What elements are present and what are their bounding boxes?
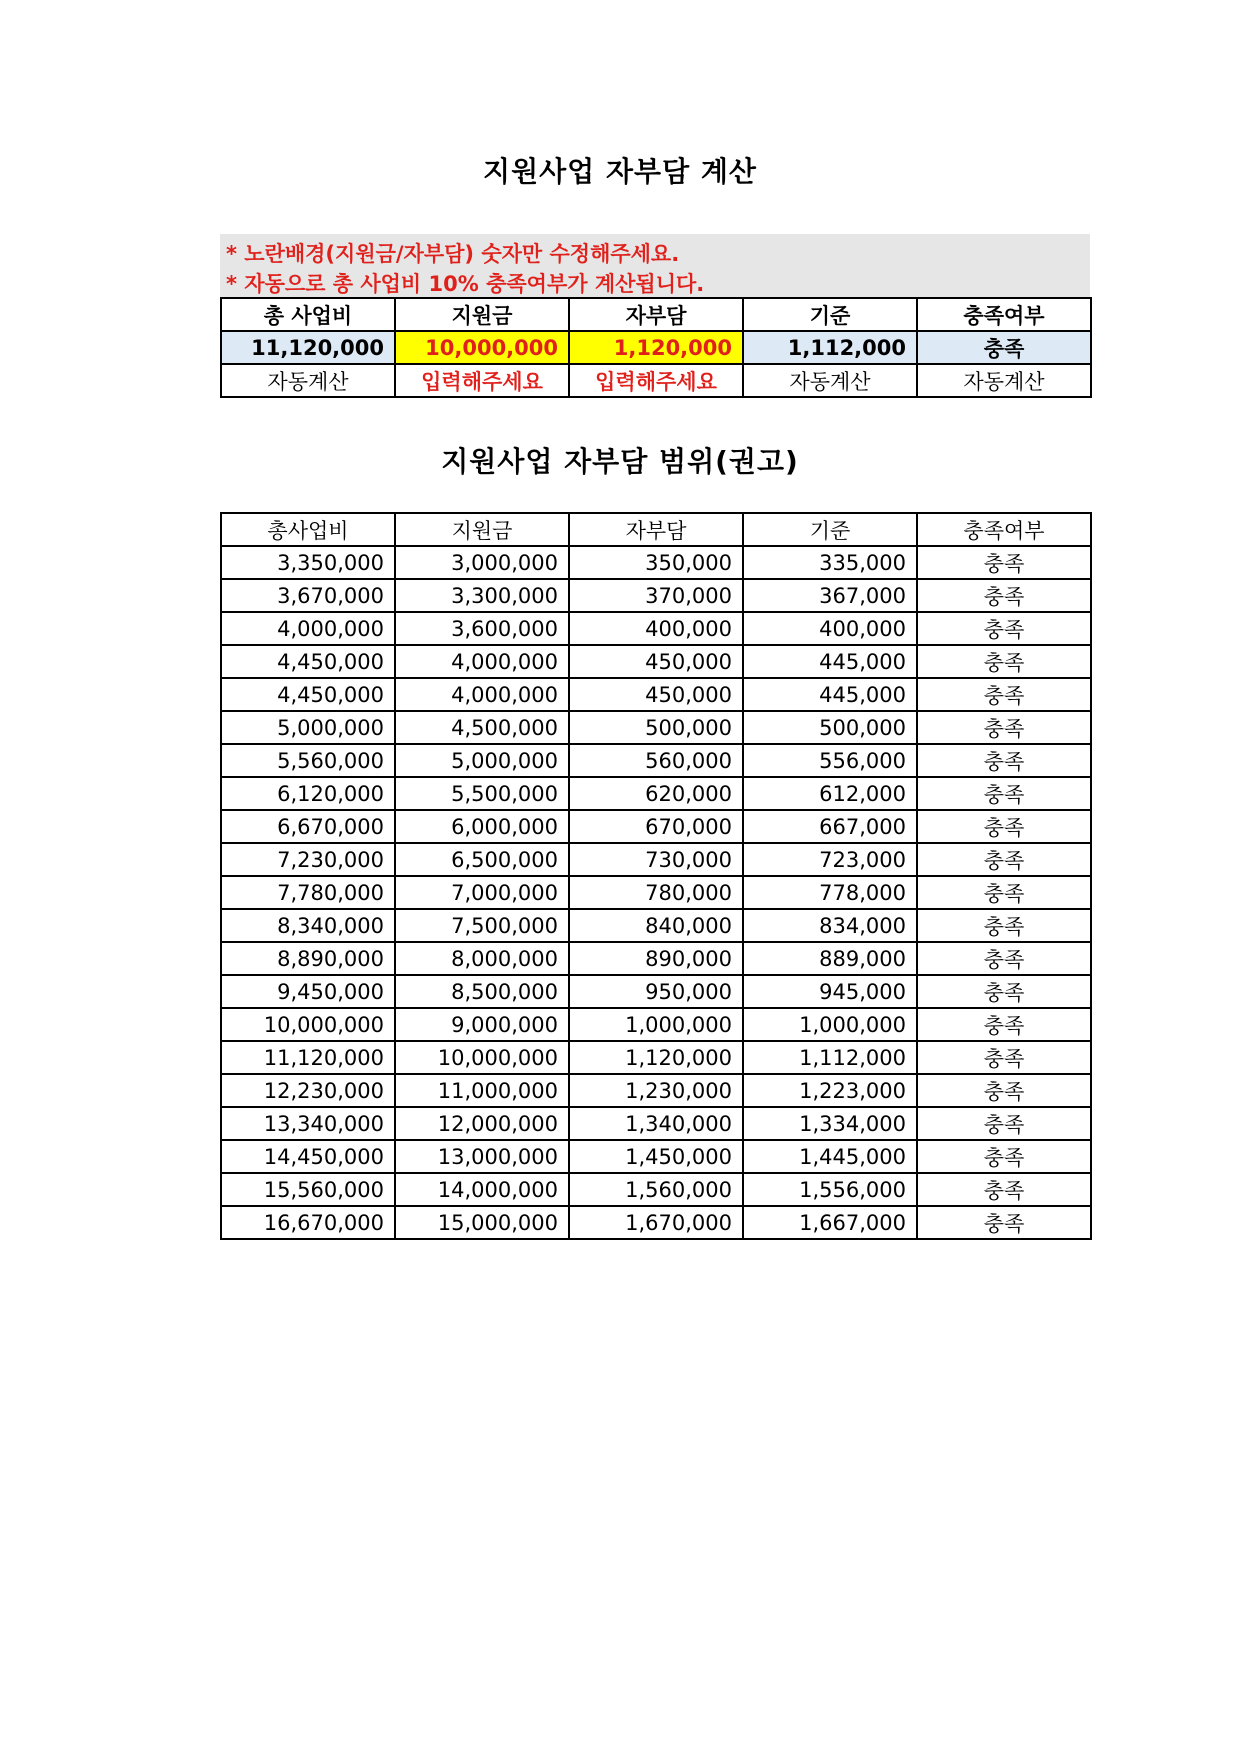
- header-met: 충족여부: [917, 513, 1091, 546]
- total-cost-cell: 3,670,000: [221, 579, 395, 612]
- table-header-row: [221, 298, 1091, 331]
- total-cost-cell: 7,780,000: [221, 876, 395, 909]
- self-pay-cell: 560,000: [569, 744, 743, 777]
- table-row: [221, 1041, 1091, 1074]
- total-cost-cell: 14,450,000: [221, 1140, 395, 1173]
- table-row: [221, 975, 1091, 1008]
- header-total-cost: 총 사업비: [221, 298, 395, 331]
- self-pay-cell: 1,340,000: [569, 1107, 743, 1140]
- self-pay-cell: 1,000,000: [569, 1008, 743, 1041]
- met-cell: 충족: [917, 876, 1091, 909]
- table-row: [221, 1173, 1091, 1206]
- header-subsidy: 지원금: [395, 298, 569, 331]
- met-cell: 충족: [917, 1074, 1091, 1107]
- instruction-note: * 자동으로 총 사업비 10% 충족여부가 계산됩니다.: [226, 272, 705, 296]
- met-cell: 충족: [917, 843, 1091, 876]
- standard-cell: 1,334,000: [743, 1107, 917, 1140]
- table-row: [221, 546, 1091, 579]
- instruction-note: * 노란배경(지원금/자부담) 숫자만 수정해주세요.: [226, 242, 680, 266]
- total-cost-cell: 8,890,000: [221, 942, 395, 975]
- self-pay-cell: 620,000: [569, 777, 743, 810]
- self-pay-cell: 450,000: [569, 645, 743, 678]
- met-cell: 충족: [917, 612, 1091, 645]
- standard-cell: 367,000: [743, 579, 917, 612]
- self-pay-cell: 780,000: [569, 876, 743, 909]
- standard-cell: 1,000,000: [743, 1008, 917, 1041]
- self-pay-cell: 730,000: [569, 843, 743, 876]
- total-cost-cell: 11,120,000: [221, 1041, 395, 1074]
- standard-cell: 1,667,000: [743, 1206, 917, 1239]
- subsidy-cell: 3,300,000: [395, 579, 569, 612]
- self-pay-cell: 1,670,000: [569, 1206, 743, 1239]
- instructions-box: [220, 234, 1090, 297]
- self-pay-cell: 450,000: [569, 678, 743, 711]
- total-cost-cell: 6,120,000: [221, 777, 395, 810]
- subsidy-cell: 4,500,000: [395, 711, 569, 744]
- header-subsidy: 지원금: [395, 513, 569, 546]
- table-row: [221, 810, 1091, 843]
- table-row: [221, 678, 1091, 711]
- header-total-cost: 총사업비: [221, 513, 395, 546]
- total-cost-cell: 13,340,000: [221, 1107, 395, 1140]
- standard-cell: 1,556,000: [743, 1173, 917, 1206]
- header-standard: 기준: [743, 513, 917, 546]
- self-pay-cell: 500,000: [569, 711, 743, 744]
- met-cell: 충족: [917, 579, 1091, 612]
- self-pay-cell: 370,000: [569, 579, 743, 612]
- met-cell: 충족: [917, 1206, 1091, 1239]
- standard-value: 1,112,000: [743, 331, 917, 364]
- subsidy-cell: 5,500,000: [395, 777, 569, 810]
- met-status: 충족: [917, 331, 1091, 364]
- page-title: 지원사업 자부담 계산: [483, 155, 757, 188]
- total-cost-cell: 4,450,000: [221, 645, 395, 678]
- subsidy-cell: 8,500,000: [395, 975, 569, 1008]
- total-cost-cell: 9,450,000: [221, 975, 395, 1008]
- standard-cell: 500,000: [743, 711, 917, 744]
- section-title: 지원사업 자부담 범위(권고): [441, 445, 799, 478]
- header-self-pay: 자부담: [569, 298, 743, 331]
- table-row: [221, 1107, 1091, 1140]
- self-pay-cell: 1,560,000: [569, 1173, 743, 1206]
- table-row: [221, 645, 1091, 678]
- met-cell: 충족: [917, 810, 1091, 843]
- standard-cell: 400,000: [743, 612, 917, 645]
- total-cost-cell: 5,560,000: [221, 744, 395, 777]
- met-cell: 충족: [917, 777, 1091, 810]
- total-cost-cell: 7,230,000: [221, 843, 395, 876]
- subsidy-cell: 5,000,000: [395, 744, 569, 777]
- table-row: [221, 744, 1091, 777]
- total-cost-cell: 3,350,000: [221, 546, 395, 579]
- table-row: [221, 777, 1091, 810]
- table-header-row: [221, 513, 1091, 546]
- input-required-label: 입력해주세요: [395, 364, 569, 397]
- total-cost-cell: 10,000,000: [221, 1008, 395, 1041]
- subsidy-cell: 9,000,000: [395, 1008, 569, 1041]
- subsidy-cell: 4,000,000: [395, 678, 569, 711]
- self-pay-cell: 670,000: [569, 810, 743, 843]
- met-cell: 충족: [917, 1107, 1091, 1140]
- header-standard: 기준: [743, 298, 917, 331]
- self-pay-cell: 950,000: [569, 975, 743, 1008]
- standard-cell: 556,000: [743, 744, 917, 777]
- subsidy-cell: 6,500,000: [395, 843, 569, 876]
- met-cell: 충족: [917, 744, 1091, 777]
- auto-calc-label: 자동계산: [743, 364, 917, 397]
- standard-cell: 778,000: [743, 876, 917, 909]
- subsidy-cell: 6,000,000: [395, 810, 569, 843]
- subsidy-cell: 4,000,000: [395, 645, 569, 678]
- table-row: [221, 579, 1091, 612]
- total-cost-cell: 8,340,000: [221, 909, 395, 942]
- standard-cell: 335,000: [743, 546, 917, 579]
- range-table: [220, 512, 1092, 1240]
- standard-cell: 445,000: [743, 678, 917, 711]
- table-row: [221, 364, 1091, 397]
- header-met: 충족여부: [917, 298, 1091, 331]
- standard-cell: 723,000: [743, 843, 917, 876]
- header-self-pay: 자부담: [569, 513, 743, 546]
- total-cost-cell: 5,000,000: [221, 711, 395, 744]
- self-pay-cell: 400,000: [569, 612, 743, 645]
- self-pay-cell: 1,230,000: [569, 1074, 743, 1107]
- subsidy-cell: 11,000,000: [395, 1074, 569, 1107]
- standard-cell: 1,223,000: [743, 1074, 917, 1107]
- standard-cell: 1,445,000: [743, 1140, 917, 1173]
- met-cell: 충족: [917, 1008, 1091, 1041]
- table-row: [221, 331, 1091, 364]
- standard-cell: 445,000: [743, 645, 917, 678]
- total-cost-cell: 15,560,000: [221, 1173, 395, 1206]
- table-row: [221, 909, 1091, 942]
- calculation-table: [220, 297, 1092, 398]
- met-cell: 충족: [917, 975, 1091, 1008]
- standard-cell: 612,000: [743, 777, 917, 810]
- subsidy-cell: 3,600,000: [395, 612, 569, 645]
- standard-cell: 834,000: [743, 909, 917, 942]
- subsidy-cell: 14,000,000: [395, 1173, 569, 1206]
- subsidy-cell: 10,000,000: [395, 1041, 569, 1074]
- met-cell: 충족: [917, 711, 1091, 744]
- self-pay-cell: 840,000: [569, 909, 743, 942]
- table-row: [221, 1074, 1091, 1107]
- table-row: [221, 612, 1091, 645]
- subsidy-cell: 7,000,000: [395, 876, 569, 909]
- table-row: [221, 942, 1091, 975]
- self-pay-cell: 1,120,000: [569, 1041, 743, 1074]
- subsidy-cell: 8,000,000: [395, 942, 569, 975]
- auto-calc-label: 자동계산: [917, 364, 1091, 397]
- total-cost-cell: 4,000,000: [221, 612, 395, 645]
- met-cell: 충족: [917, 1173, 1091, 1206]
- auto-calc-label: 자동계산: [221, 364, 395, 397]
- met-cell: 충족: [917, 909, 1091, 942]
- subsidy-cell: 13,000,000: [395, 1140, 569, 1173]
- met-cell: 충족: [917, 546, 1091, 579]
- self-pay-cell: 890,000: [569, 942, 743, 975]
- self-pay-cell: 1,450,000: [569, 1140, 743, 1173]
- subsidy-cell: 15,000,000: [395, 1206, 569, 1239]
- input-required-label: 입력해주세요: [569, 364, 743, 397]
- subsidy-cell: 7,500,000: [395, 909, 569, 942]
- self-pay-cell: 350,000: [569, 546, 743, 579]
- table-row: [221, 1206, 1091, 1239]
- table-row: [221, 876, 1091, 909]
- met-cell: 충족: [917, 678, 1091, 711]
- met-cell: 충족: [917, 1041, 1091, 1074]
- total-cost-cell: 4,450,000: [221, 678, 395, 711]
- total-cost-cell: 12,230,000: [221, 1074, 395, 1107]
- total-cost-value: 11,120,000: [221, 331, 395, 364]
- met-cell: 충족: [917, 942, 1091, 975]
- standard-cell: 1,112,000: [743, 1041, 917, 1074]
- total-cost-cell: 6,670,000: [221, 810, 395, 843]
- subsidy-cell: 12,000,000: [395, 1107, 569, 1140]
- range-table-body: [221, 546, 1091, 1239]
- total-cost-cell: 16,670,000: [221, 1206, 395, 1239]
- subsidy-input[interactable]: 10,000,000: [395, 331, 569, 364]
- met-cell: 충족: [917, 1140, 1091, 1173]
- standard-cell: 667,000: [743, 810, 917, 843]
- standard-cell: 945,000: [743, 975, 917, 1008]
- table-row: [221, 1008, 1091, 1041]
- met-cell: 충족: [917, 645, 1091, 678]
- table-row: [221, 843, 1091, 876]
- standard-cell: 889,000: [743, 942, 917, 975]
- table-row: [221, 1140, 1091, 1173]
- self-pay-input[interactable]: 1,120,000: [569, 331, 743, 364]
- table-row: [221, 711, 1091, 744]
- subsidy-cell: 3,000,000: [395, 546, 569, 579]
